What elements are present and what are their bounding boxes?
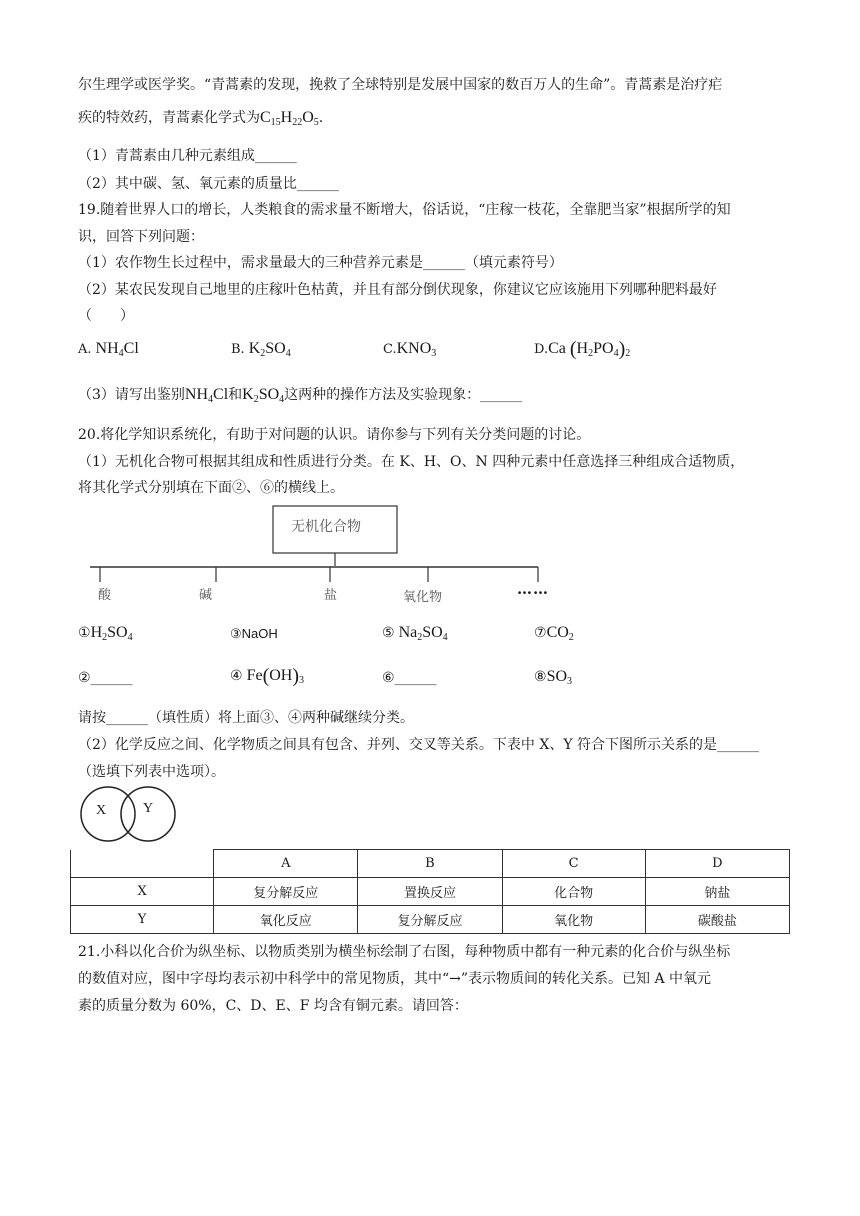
table-cell: Y xyxy=(71,906,214,934)
tree-child-oxide: 氧化物 xyxy=(403,590,443,605)
q21-line-1: 21.小科以化合价为纵坐标、以物质类别为横坐标绘制了右图，每种物质中都有一种元素的化合价与纵坐标 xyxy=(78,944,731,960)
option-a-formula: $NH_4Cl$ xyxy=(91,340,139,359)
q20-part-1-line-1: （1）无机化合物可根据其组成和性质进行分类。在 K、H、O、N 四种元素中任意选择三种组成合适物质， xyxy=(78,454,745,470)
q20-classify-line: 请按______（填性质）将上面③、④两种碱继续分类。 xyxy=(78,710,414,726)
q19-part-3-prefix: （3）请写出鉴别 xyxy=(78,387,185,403)
q19-part-3-suffix: 这两种的操作方法及实验现象：______ xyxy=(284,387,523,403)
item-4-number: ④ xyxy=(230,668,243,684)
table-cell: 置换反应 xyxy=(358,878,502,906)
item-7-number: ⑦ xyxy=(534,625,547,641)
q20-part-2-line-1: （2）化学反应之间、化学物质之间具有包含、并列、交叉等关系。下表中 X、Y 符合下图所示关系的是______ xyxy=(78,737,760,753)
table-cell: X xyxy=(71,878,214,906)
item-8-number: ⑧ xyxy=(534,669,547,685)
q19-stem-line-2: 识，回答下列问题： xyxy=(78,229,204,245)
q19-option-d xyxy=(534,338,630,361)
table-header-cell: A xyxy=(214,850,358,878)
item-5 xyxy=(382,624,448,642)
option-d-formula: Ca $(H_2PO_4)_2$ xyxy=(548,338,631,360)
q19-option-c xyxy=(383,340,436,358)
venn-diagram xyxy=(78,785,182,845)
table-header-cell: B xyxy=(358,850,502,878)
item-3: ③NaOH xyxy=(230,626,278,641)
table-header-cell: C xyxy=(502,850,645,878)
table-cell: 氧化反应 xyxy=(214,906,358,934)
q19-option-a xyxy=(78,340,139,358)
q21-line-3: 素的质量分数为 60%，C、D、E、F 均含有铜元素。请回答： xyxy=(78,998,468,1014)
q19-part-1: （1）农作物生长过程中，需求量最大的三种营养元素是______（填元素符号） xyxy=(78,255,563,271)
tree-child-acid: 酸 xyxy=(98,588,112,603)
item-8 xyxy=(534,668,572,686)
q20-part-1-line-2: 将其化学式分别填在下面②、⑥的横线上。 xyxy=(78,480,344,496)
item-1-number: ① xyxy=(78,625,91,641)
q19-part-2-line-2: （ ） xyxy=(78,308,134,324)
q20-part-2-line-2: （选填下列表中选项）。 xyxy=(78,764,225,780)
artemisinin-formula: $C_{15}H_{22}O_5$ xyxy=(260,109,319,128)
q19-stem-line-1: 19.随着世界人口的增长，人类粮食的需求量不断增大，俗话说，“庄稼一枝花，全靠肥当家”根据所学的知 xyxy=(78,202,731,218)
q19-part-3 xyxy=(78,384,522,404)
tree-root-label: 无机化合物 xyxy=(291,519,361,535)
intro-line-1: 尔生理学或医学奖。“青蒿素的发现，挽救了全球特别是发展中国家的数百万人的生命”。青蒿素是治疗疟 xyxy=(78,77,723,93)
table-row xyxy=(71,906,790,934)
q20-stem: 20.将化学知识系统化，有助于对问题的认识。请你参与下列有关分类问题的讨论。 xyxy=(78,427,591,443)
intro-line-2 xyxy=(78,107,323,127)
table-cell: 钠盐 xyxy=(645,878,789,906)
q18-part-2: （2）其中碳、氢、氧元素的质量比______ xyxy=(78,176,339,192)
q21-line-2: 的数值对应，图中字母均表示初中科学中的常见物质，其中“→”表示物质间的转化关系。已知 A 中氧元 xyxy=(78,971,712,987)
option-letter: D. xyxy=(534,342,549,357)
item-5-formula: $Na_2SO_4$ xyxy=(394,624,448,643)
option-b-formula: $K_2SO_4$ xyxy=(244,340,291,359)
table-cell: 复分解反应 xyxy=(358,906,502,934)
tree-child-more: …… xyxy=(517,580,549,598)
option-letter: C. xyxy=(383,342,397,357)
option-c-formula: $KNO_3$ xyxy=(396,340,437,359)
q19-part-2-line-1: （2）某农民发现自己地里的庄稼叶色枯黄，并且有部分倒伏现象，你建议它应该施用下列哪种肥料最好 xyxy=(78,282,717,298)
venn-label-y: Y xyxy=(143,801,154,816)
item-4 xyxy=(230,665,304,688)
table-header-cell: D xyxy=(645,850,789,878)
item-4-formula: $Fe(OH)_3$ xyxy=(242,665,305,687)
intro-line-2-prefix: 疾的特效药，青蒿素化学式为 xyxy=(78,110,260,126)
table-cell: 复分解反应 xyxy=(214,878,358,906)
q19-option-b xyxy=(231,340,291,358)
q19-part-3-and: 和 xyxy=(228,387,243,403)
item-7 xyxy=(534,624,574,642)
item-6: ⑥______ xyxy=(382,670,437,686)
venn-circle-x xyxy=(81,787,135,841)
option-letter: B. xyxy=(231,342,245,357)
options-table xyxy=(70,849,790,934)
intro-line-2-suffix: . xyxy=(318,110,324,126)
table-cell: 碳酸盐 xyxy=(645,906,789,934)
item-2: ②______ xyxy=(78,670,133,686)
option-letter: A. xyxy=(78,342,92,357)
venn-label-x: X xyxy=(96,803,107,818)
k2so4-formula: $K_2SO_4$ xyxy=(242,386,285,405)
tree-child-base: 碱 xyxy=(199,588,213,603)
item-8-formula: $SO_3$ xyxy=(546,668,573,687)
item-7-formula: $CO_2$ xyxy=(546,624,574,643)
item-5-number: ⑤ xyxy=(382,625,395,641)
table-row xyxy=(71,878,790,906)
nh4cl-formula: $NH_4Cl$ xyxy=(184,386,229,405)
table-cell: 化合物 xyxy=(502,878,645,906)
item-1-formula: $H_2SO_4$ xyxy=(90,624,133,643)
table-header-cell xyxy=(71,850,214,878)
tree-child-salt: 盐 xyxy=(324,588,338,603)
item-1 xyxy=(78,624,133,642)
table-cell: 氧化物 xyxy=(502,906,645,934)
table-header-row xyxy=(71,850,790,878)
q18-part-1: （1）青蒿素由几种元素组成______ xyxy=(78,148,297,164)
